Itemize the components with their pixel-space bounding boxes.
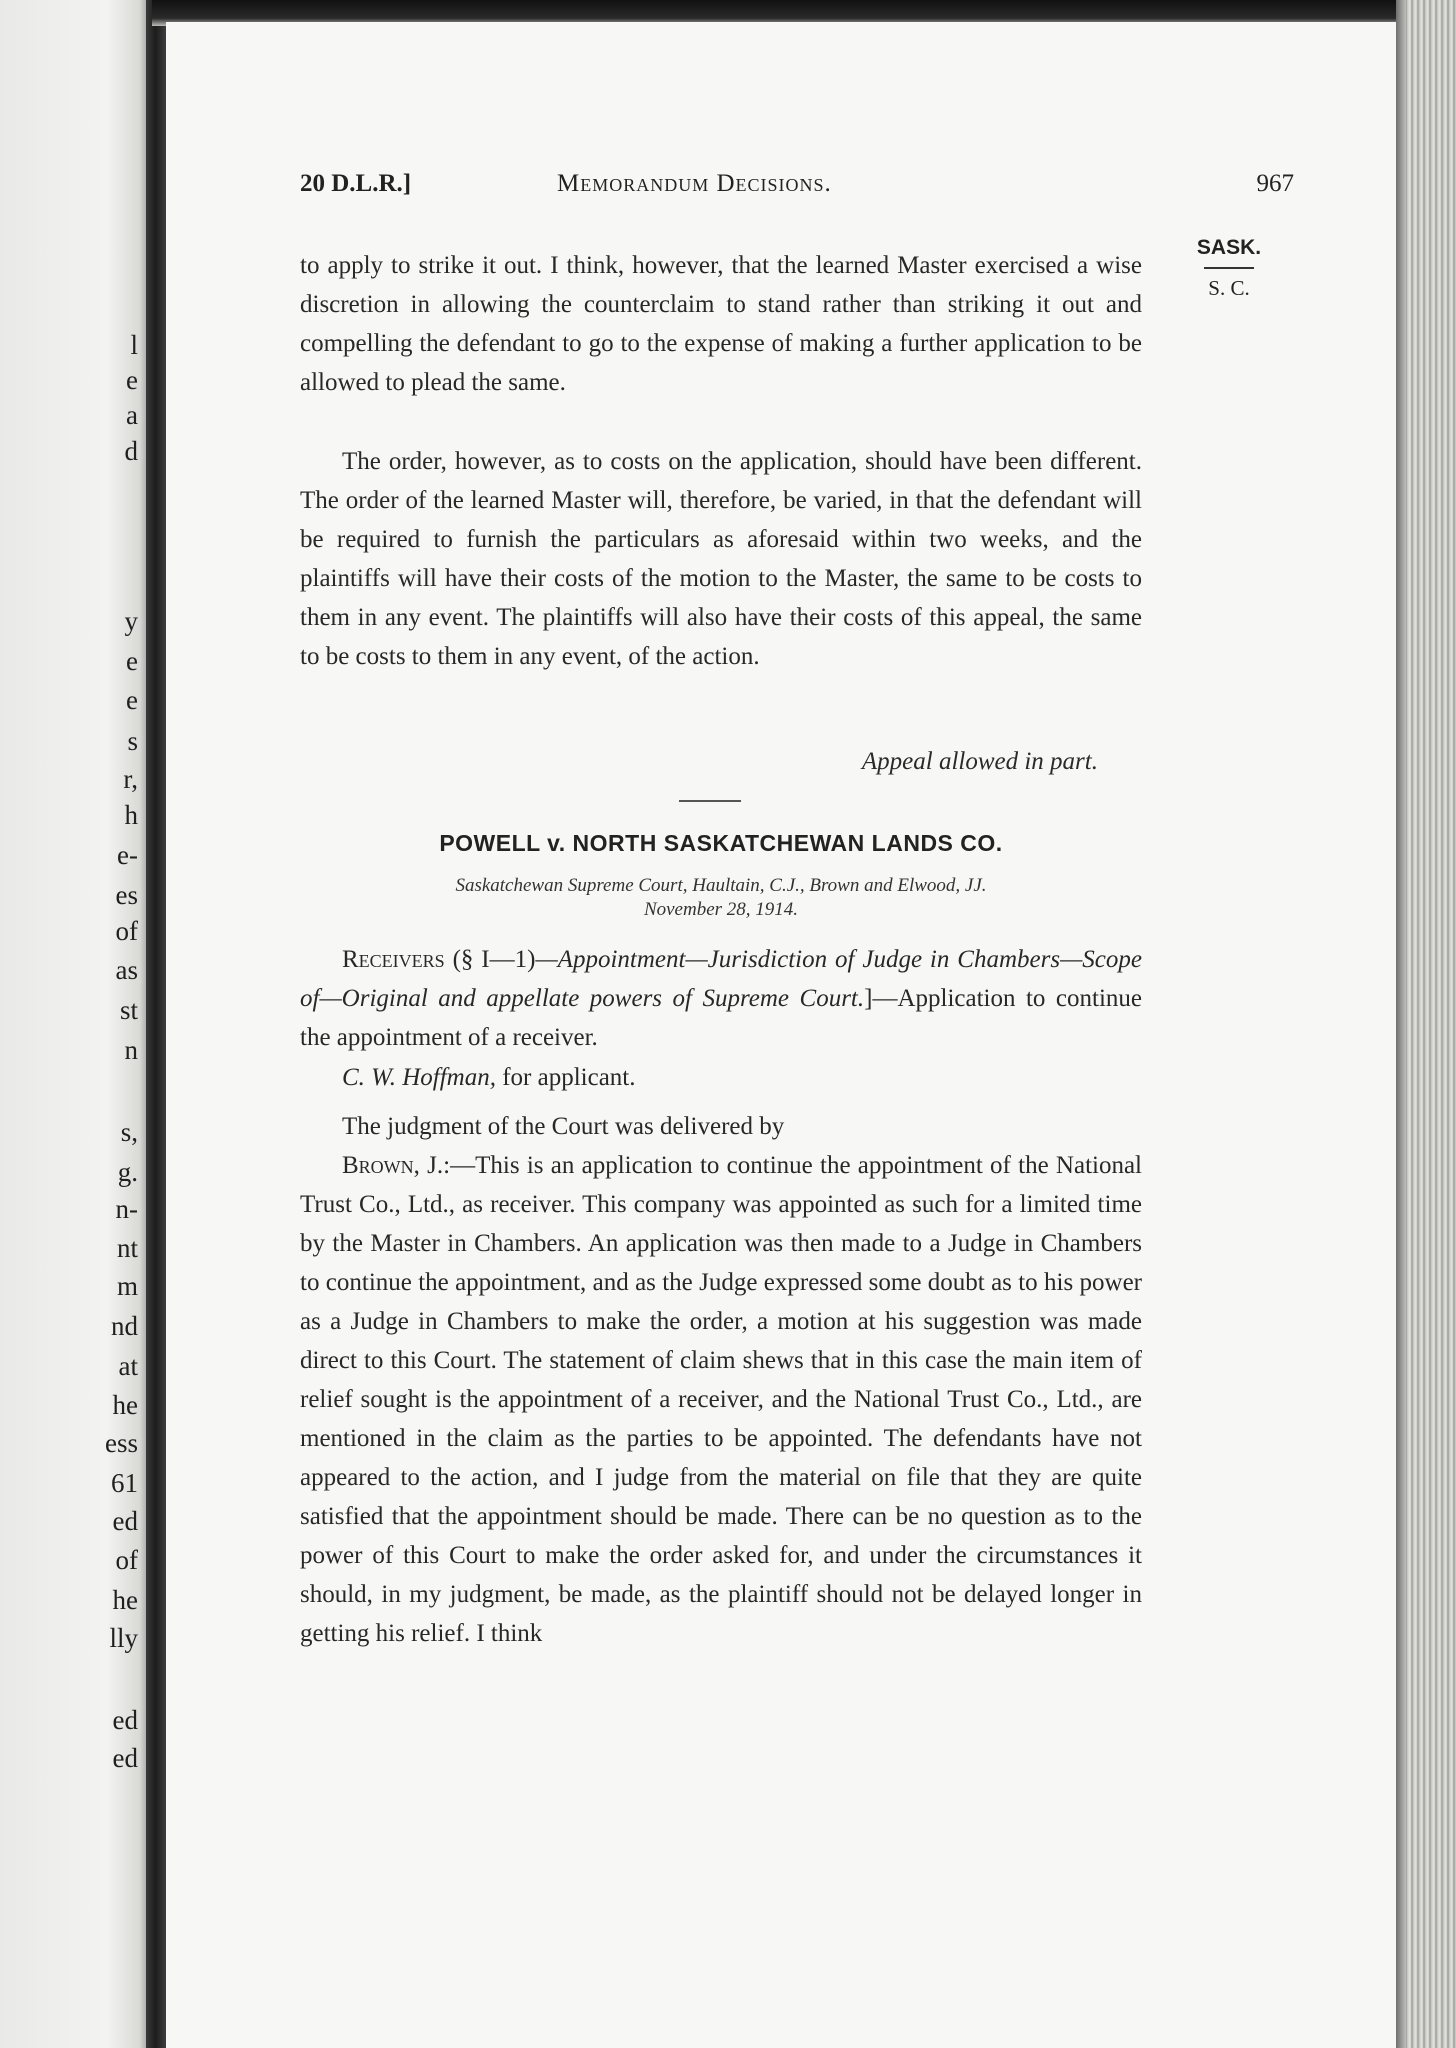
facing-page-fragment: st	[119, 995, 138, 1025]
facing-page-fragment: es	[115, 880, 138, 910]
facing-page-fragment: at	[118, 1351, 138, 1381]
decision-date: November 28, 1914.	[643, 899, 799, 920]
court-division-label: S. C.	[1208, 276, 1250, 300]
counsel-name: C. W. Hoffman,	[342, 1064, 496, 1091]
facing-page-fragment: ed	[112, 1506, 138, 1536]
facing-page-fragment: h	[124, 800, 138, 830]
facing-page-fragment: n-	[115, 1194, 138, 1224]
judgment-text: :—This is an application to continue the appointment of the National Trust Co., Ltd., as receiver. This company was appointed as such for a limited time by the Master in Chambers. An application was then made to a Judge in Chambers to continue the appointment, and as the Judge expressed some doubt as to his power as a Judge in Chambers to make the order, a motion at his suggestion was made direct to this Court. The statement of claim shews that in this case the main item of relief sought is the appointment of a receiver, and the National Trust Co., Ltd., are mentioned in the claim as the parties to be appointed. The defendants have not appeared to the action, and I judge from the material on file that they are quite satisfied that the appointment should be made. There can be no question as to the power of this Court to make the order asked for, and under the circumstances it should, in my judgment, be made, as the plaintiff should not be delayed longer in getting his relief. I think	[300, 1152, 1143, 1647]
section-divider	[679, 800, 741, 802]
judge-name: Brown, J.	[342, 1152, 444, 1179]
facing-page-fragment: a	[126, 400, 138, 430]
facing-page-fragment: of	[115, 916, 138, 946]
paragraph-costs: The order, however, as to costs on the application, should have been different. The order of the learned Master will, therefore, be varied, in that the defendant will be required to furnish the particulars as aforesaid within two weeks, and the plaintiffs will have their costs of the motion to the Master, the same to be costs to them in any event. The plaintiffs will also have their costs of this appeal, the same to be costs to them in any event, of the action.	[300, 448, 1142, 670]
running-header	[300, 170, 1294, 210]
facing-page-fragment: d	[124, 436, 138, 466]
judgment-body	[300, 1146, 1142, 1653]
facing-page-fragment: e	[126, 365, 138, 395]
facing-page-fragment: nd	[111, 1311, 138, 1341]
facing-page-fragment: n	[124, 1035, 138, 1065]
case-title: POWELL v. NORTH SASKATCHEWAN LANDS CO.	[439, 830, 1003, 856]
facing-page-fragment: r,	[123, 764, 138, 794]
headnote-lead: Receivers (§ I—1)	[342, 946, 536, 973]
facing-page-fragment: ed	[112, 1705, 138, 1735]
facing-page-fragment: l	[130, 330, 138, 360]
facing-page-fragment: as	[115, 955, 138, 985]
province-label: SASK.	[1196, 236, 1262, 259]
judgment-intro: The judgment of the Court was delivered by	[342, 1113, 785, 1140]
facing-page-fragment: y	[124, 606, 138, 636]
facing-page-fragment: 61	[111, 1468, 138, 1498]
jurisdiction-margin-note	[1188, 236, 1270, 301]
facing-page-fragment: ed	[112, 1743, 138, 1773]
headnote-summary: ]—Application to continue the appointment of a receiver.	[300, 985, 1142, 1051]
facing-page-fragment: nt	[116, 1233, 138, 1263]
margin-rule	[1204, 267, 1254, 269]
page-stack-edges	[1396, 0, 1456, 2048]
headnote-topics: —Appointment—Jurisdiction of Judge in Chambers—Scope of—Original and appellate powers of Supreme Court.	[300, 946, 1142, 1012]
headnote	[300, 940, 1142, 1057]
court-and-judges: Saskatchewan Supreme Court, Haultain, C.J., Brown and Elwood, JJ.	[455, 875, 987, 896]
facing-page-fragment: of	[115, 1545, 138, 1575]
facing-page-fragment: s,	[120, 1117, 138, 1147]
facing-page-fragment: he	[112, 1390, 138, 1420]
counsel-line	[300, 1058, 1142, 1097]
facing-page-fragment: e	[126, 685, 138, 715]
facing-page-fragment: g.	[117, 1157, 138, 1187]
counsel-role: for applicant.	[502, 1064, 636, 1091]
facing-page	[0, 0, 152, 2048]
facing-page-fragment: m	[116, 1271, 138, 1301]
page-number: 967	[1256, 170, 1294, 197]
section-title: Memorandum Decisions.	[557, 170, 832, 197]
facing-page-fragment: e	[126, 646, 138, 676]
facing-page-fragment: lly	[109, 1623, 138, 1653]
facing-page-fragment: s	[127, 726, 138, 756]
facing-page-fragment: he	[112, 1585, 138, 1615]
court-citation	[300, 874, 1142, 922]
volume-reference: 20 D.L.R.]	[300, 170, 412, 197]
paragraph-continuation: to apply to strike it out. I think, however, that the learned Master exercised a wise discretion in allowing the counterclaim to stand rather than striking it out and compelling the defendant to go to the expense of making a further application to be allowed to plead the same.	[300, 252, 1142, 396]
disposition: Appeal allowed in part.	[861, 748, 1098, 775]
facing-page-fragment: e-	[117, 840, 138, 870]
facing-page-fragment: ess	[105, 1428, 138, 1458]
